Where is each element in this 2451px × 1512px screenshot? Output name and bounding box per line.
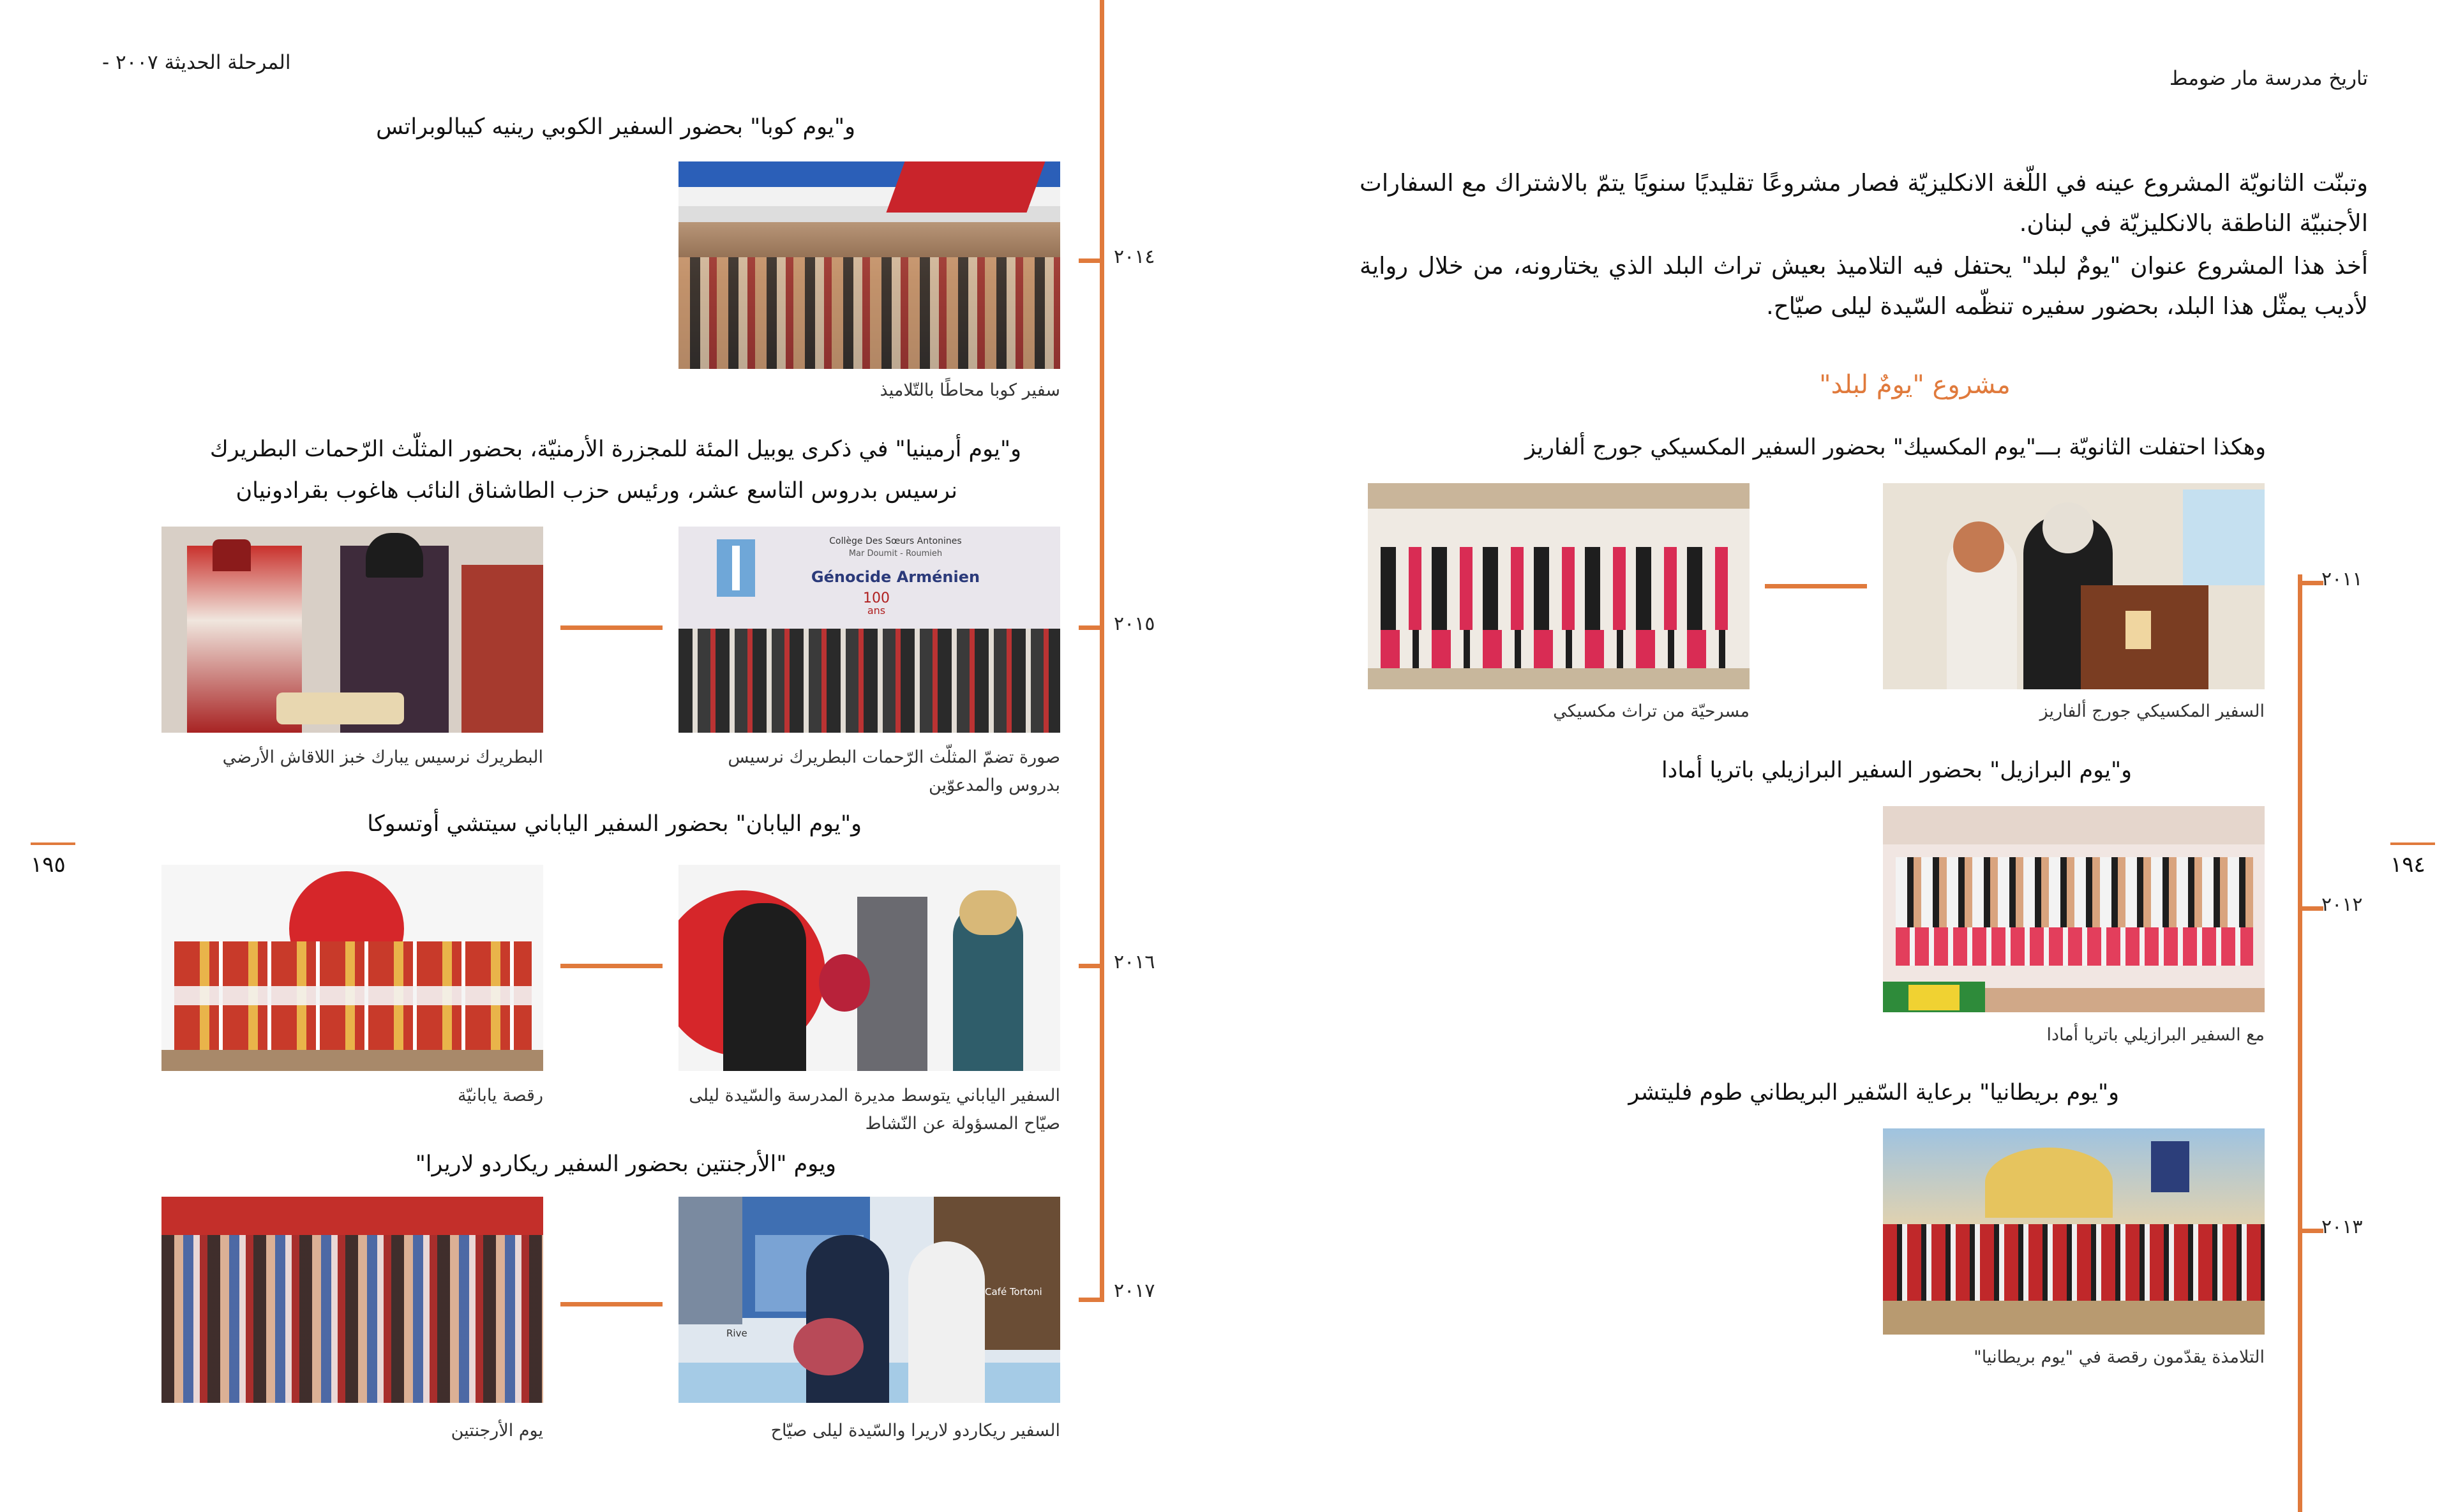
intro-paragraph-1: وتبنّت الثانويّة المشروع عينه في اللّغة الانكليزيّة فصار مشروعًا تقليديًا سنويًا يتمّ بالاشتراك مع السفارات الأجنبيّة الناطقة بالانكليزيّة في لبنان. — [1360, 169, 2368, 237]
armenia-patriarch-caption: البطريرك نرسيس يبارك خبز اللاقاش الأرضي — [222, 747, 543, 767]
armenia-heading-line1: و"يوم أرمينيا" في ذكرى يوبيل المئة للمجزرة الأرمنيّة، بحضور المثلّث الرّحمات البطريرك — [209, 437, 1021, 462]
argentina-ambassador-photo — [678, 1197, 1060, 1403]
armenia-banner-line4: 100 — [863, 590, 890, 606]
mexico-ambassador-caption: السفير المكسيكي جورج ألفاريز — [2039, 701, 2265, 721]
intro-paragraph-2: أخذ هذا المشروع عنوان "يومٌ لبلد" يحتفل فيه التلاميذ بعيش تراث البلد الذي يختارونه، من خلال رواية لأديب يمثّل هذا البلد، بحضور سفيره تنظّمه السّيدة ليلى صيّاح. — [1360, 252, 2368, 320]
right-timeline — [2298, 574, 2302, 1512]
brazil-photo — [1883, 806, 2265, 1012]
year-2011: ٢٠١١ — [2321, 568, 2363, 590]
britain-caption: التلامذة يقدّمون رقصة في "يوم بريطانيا" — [1974, 1347, 2265, 1367]
armenia-group-photo — [678, 527, 1060, 733]
year-tick-2016 — [1079, 964, 1104, 968]
argentina-students-photo — [161, 1197, 543, 1403]
left-page-header: المرحلة الحديثة ٢٠٠٧ - — [102, 51, 291, 74]
armenia-banner-line1: Collège Des Sœurs Antonines — [829, 536, 962, 546]
japan-ambassador-photo — [678, 865, 1060, 1071]
brazil-caption: مع السفير البرازيلي باتريا أمادا — [2046, 1025, 2265, 1045]
year-2016: ٢٠١٦ — [1114, 951, 1155, 973]
right-page-number-rule-top — [2390, 842, 2435, 845]
cuba-heading: و"يوم كوبا" بحضور السفير الكوبي رينيه كيبالوبراتس — [376, 114, 855, 140]
armenia-heading-line2: نرسيس بدروس التاسع عشر، ورئيس حزب الطاشناق النائب هاغوب بقرادونيان — [236, 478, 957, 504]
argentina-students-caption: يوم الأرجنتين — [451, 1421, 543, 1441]
brazil-heading: و"يوم البرازيل" بحضور السفير البرازيلي باتريا أمادا — [1661, 758, 2132, 783]
japan-ambassador-caption: السفير الياباني يتوسط مديرة المدرسة والسّيدة ليلى صيّاح المسؤولة عن النّشاط — [689, 1086, 1060, 1134]
armenia-banner-line5: ans — [867, 604, 886, 617]
year-tick-2015 — [1079, 625, 1104, 630]
argentina-heading: ويوم "الأرجنتين بحضور السفير ريكاردو لاريرا" — [415, 1151, 836, 1177]
year-tick-2014 — [1079, 258, 1104, 263]
mexico-play-caption: مسرحيّة من تراث مكسيكي — [1553, 701, 1750, 721]
britain-heading: و"يوم بريطانيا" برعاية السّفير البريطاني طوم فليتشر — [1628, 1080, 2119, 1105]
year-tick-2012 — [2298, 906, 2323, 911]
right-page-header: تاريخ مدرسة مار ضومط — [2169, 67, 2368, 90]
argentina-photo-text-1: Rive — [726, 1328, 747, 1339]
year-tick-2017 — [1079, 1298, 1104, 1302]
year-tick-2011 — [2298, 581, 2323, 585]
japan-connector — [560, 964, 663, 968]
japan-dance-caption: رقصة يابانيّة — [457, 1086, 543, 1105]
year-tick-2013 — [2298, 1229, 2323, 1233]
armenia-patriarch-photo — [161, 527, 543, 733]
armenia-banner-line2: Mar Doumit - Roumieh — [848, 549, 943, 558]
year-2014: ٢٠١٤ — [1114, 246, 1155, 268]
year-2012: ٢٠١٢ — [2321, 894, 2363, 916]
project-title: مشروع "يومٌ لبلد" — [1819, 370, 2011, 400]
argentina-photo-text-2: Café Tortoni — [985, 1286, 1042, 1298]
left-timeline — [1100, 0, 1104, 1302]
year-2013: ٢٠١٣ — [2321, 1216, 2363, 1238]
britain-photo — [1883, 1128, 2265, 1335]
cuba-photo — [678, 161, 1060, 369]
armenia-banner-line3: Génocide Arménien — [811, 568, 980, 586]
left-page-number-rule-top — [31, 842, 75, 845]
mexico-play-photo — [1368, 483, 1750, 689]
japan-dance-photo — [161, 865, 543, 1071]
japan-heading: و"يوم اليابان" بحضور السفير الياباني سيتشي أوتسوكا — [367, 811, 862, 837]
cuba-caption: سفير كوبا محاطًا بالتّلاميذ — [880, 380, 1060, 400]
right-page-number: ١٩٤ — [2390, 852, 2425, 878]
armenia-group-caption: صورة تضمّ المثلّث الرّحمات البطريرك نرسيس بدروس والمدعوّين — [728, 747, 1060, 795]
mexico-ambassador-photo — [1883, 483, 2265, 689]
mexico-heading: وهكذا احتفلت الثانويّة بـــ"يوم المكسيك" بحضور السفير المكسيكي جورج ألفاريز — [1525, 435, 2266, 460]
year-2015: ٢٠١٥ — [1114, 613, 1155, 635]
armenia-connector — [560, 625, 663, 630]
year-2017: ٢٠١٧ — [1114, 1280, 1155, 1302]
mexico-connector — [1765, 584, 1867, 588]
argentina-connector — [560, 1302, 663, 1306]
left-page-number: ١٩٥ — [31, 852, 66, 878]
argentina-ambassador-caption: السفير ريكاردو لاريرا والسّيدة ليلى صيّاح — [770, 1421, 1060, 1441]
